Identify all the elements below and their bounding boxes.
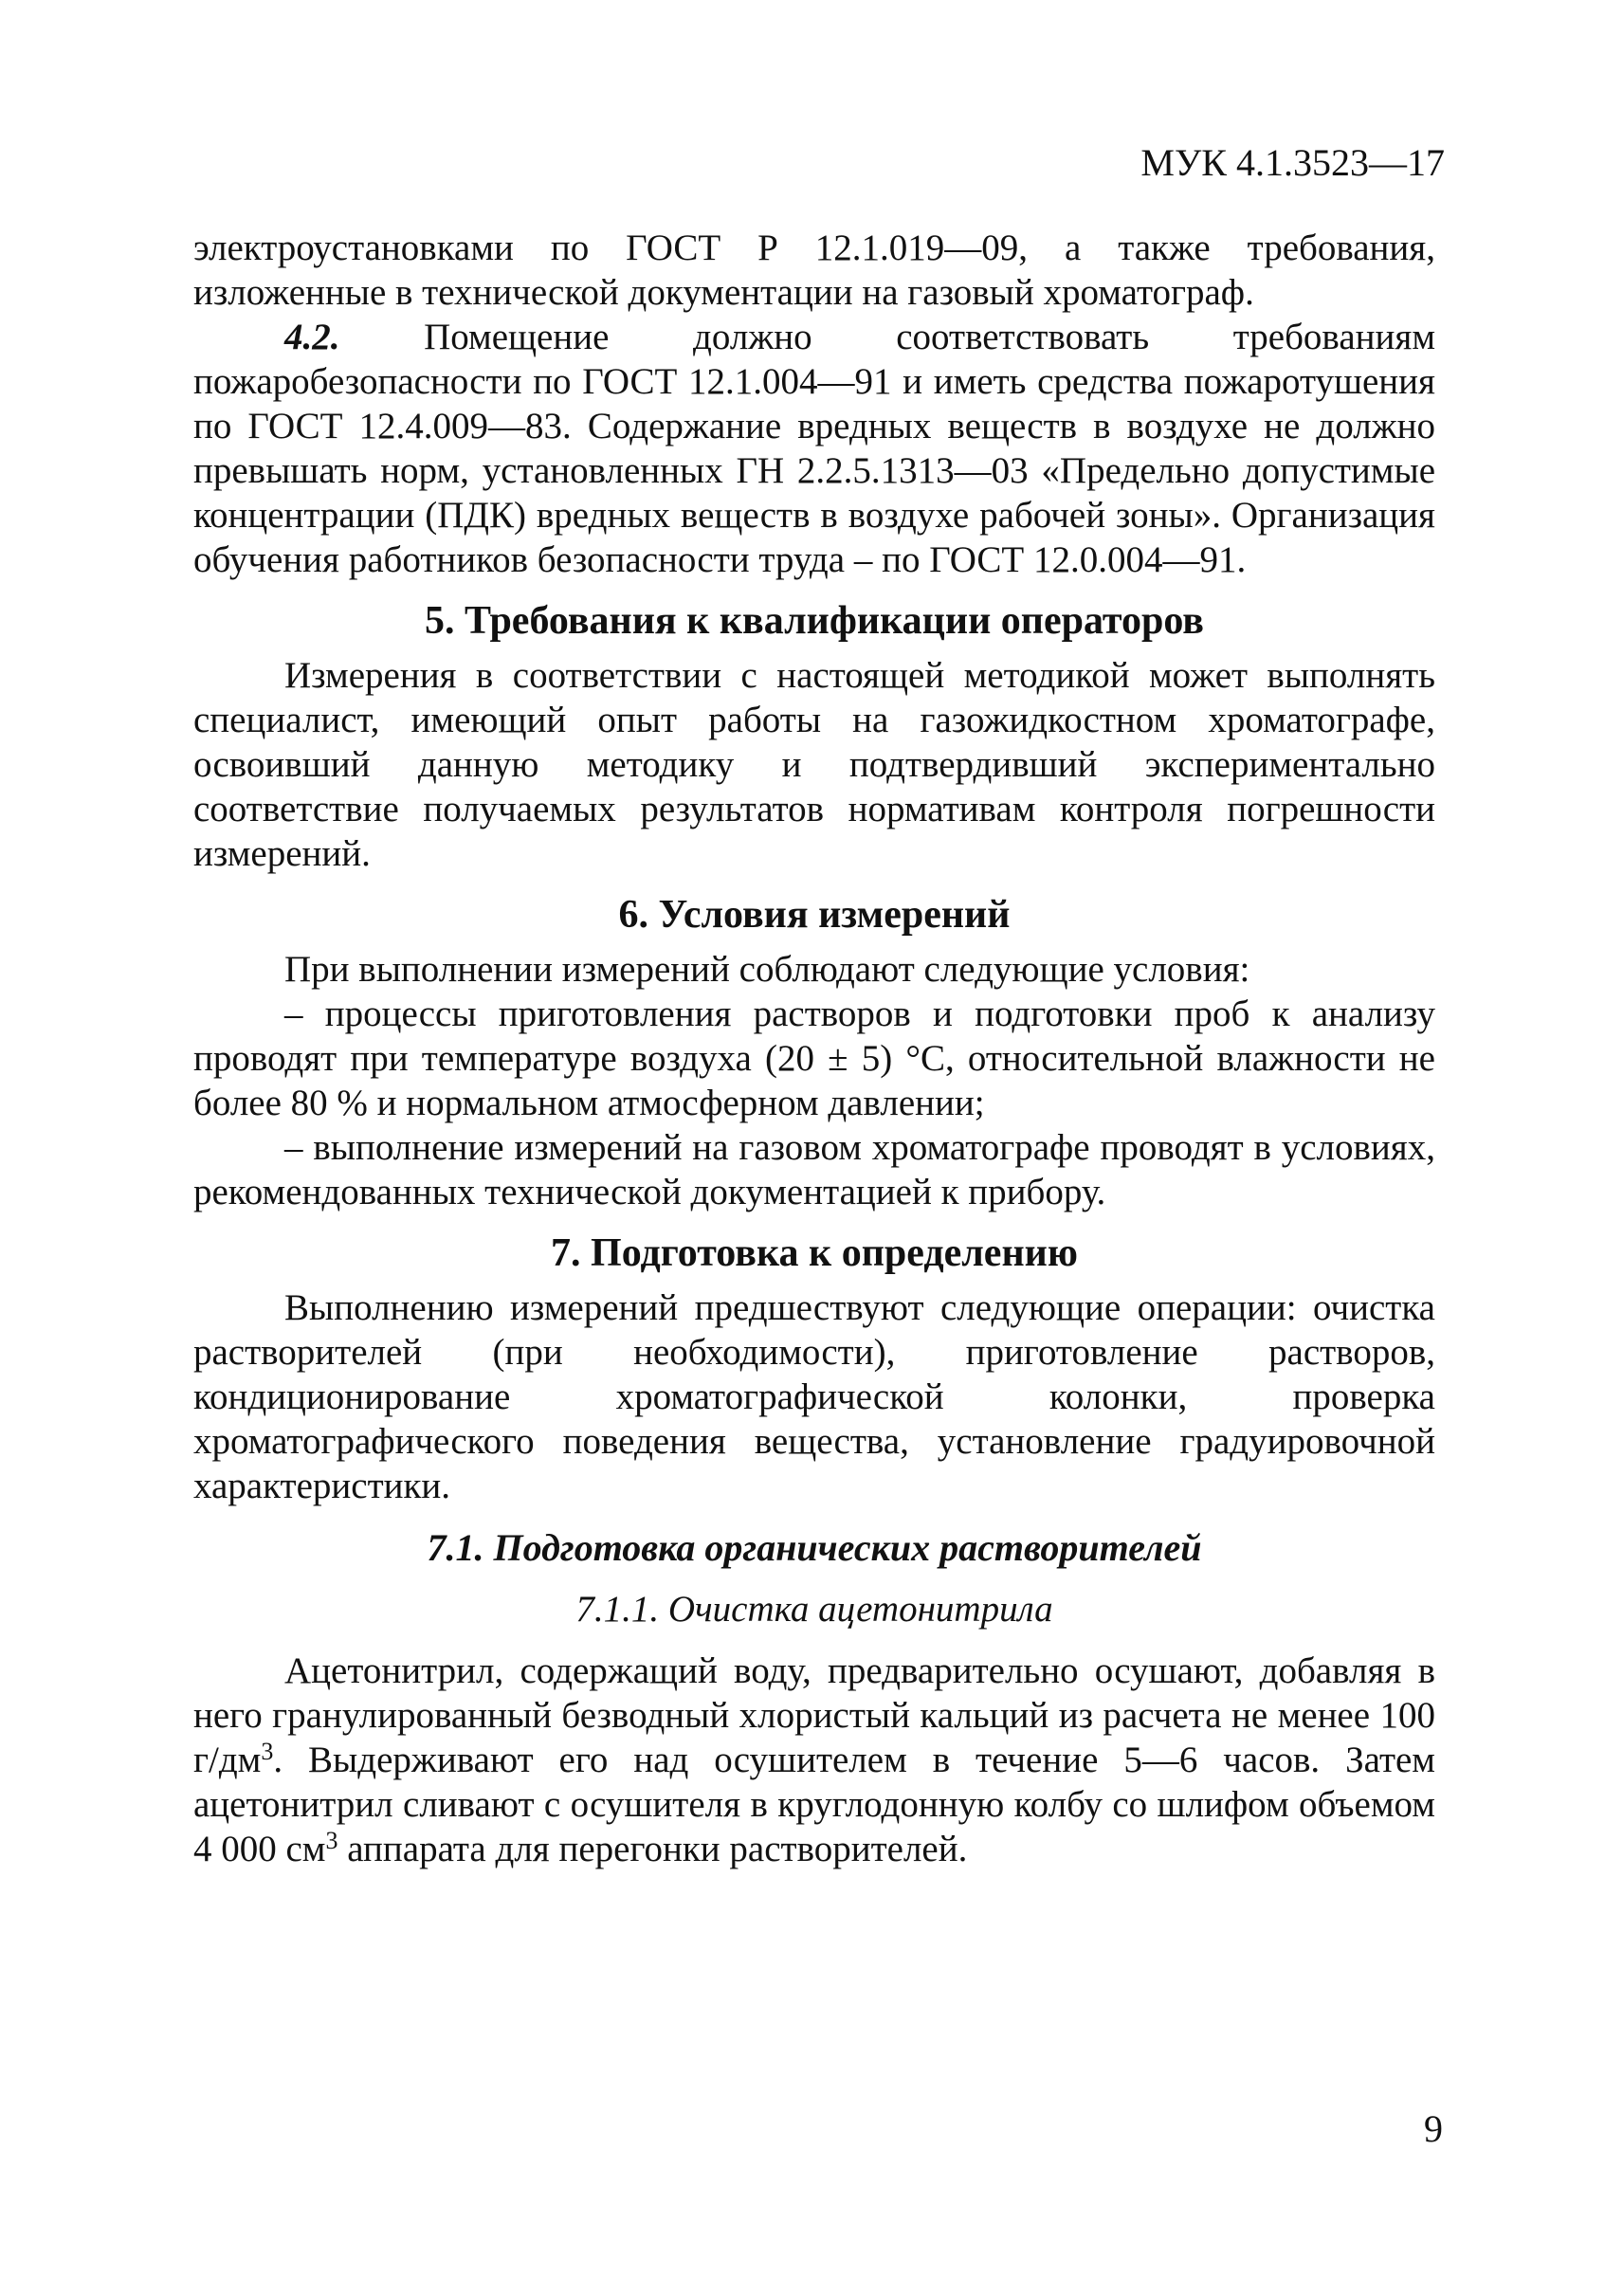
paragraph-text-part: Ацетонитрил, содержащий воду, предварительно осушают, добавляя в него гранулированный безводный хлористый кальций из расчета не менее 100 г/дм bbox=[193, 1650, 1435, 1780]
item-number-4-2: 4.2. bbox=[284, 317, 340, 357]
superscript: 3 bbox=[261, 1738, 274, 1765]
section-7-paragraph: Выполнению измерений предшествуют следующие операции: очистка растворителей (при необходимости), приготовление растворов, кондиционирование хроматографической колонки, проверка хроматографического поведения вещества, установление градуировочной характеристики. bbox=[193, 1287, 1435, 1506]
section-6-list-item: – процессы приготовления растворов и подготовки проб к анализу проводят при температуре воздуха (20 ± 5) °С, относительной влажности не более 80 % и нормальном атмосферном давлении; bbox=[193, 993, 1435, 1123]
section-5-heading: 5. Требования к квалификации операторов bbox=[425, 599, 1204, 643]
page-number: 9 bbox=[1424, 2107, 1443, 2150]
item-4-2-text: Помещение должно соответствовать требованиям пожаробезопасности по ГОСТ 12.1.004—91 и иметь средства пожаротушения по ГОСТ 12.4.009—83. Содержание вредных веществ в воздухе не должно превышать норм, установленных ГН 2.2.5.1313—03 «Предельно допустимые концентрации (ПДК) вредных веществ в воздухе рабочей зоны». Организация обучения работников безопасности труда – по ГОСТ 12.0.004—91. bbox=[193, 317, 1435, 580]
superscript: 3 bbox=[325, 1827, 338, 1854]
paragraph-text-part: аппарата для перегонки растворителей. bbox=[337, 1829, 968, 1869]
paragraph-4-2 bbox=[193, 315, 1435, 582]
subsection-7-1-1-heading: 7.1.1. Очистка ацетонитрила bbox=[575, 1589, 1053, 1630]
paragraph-text-part: . Выдерживают его над осушителем в течение 5—6 часов. Затем ацетонитрил сливают с осушителя в круглодонную колбу со шлифом объемом 4 000 см bbox=[193, 1740, 1435, 1869]
section-6-heading: 6. Условия измерений bbox=[618, 893, 1011, 937]
section-5-paragraph: Измерения в соответствии с настоящей методикой может выполнять специалист, имеющий опыт работы на газожидкостном хроматографе, освоивший данную методику и подтвердивший экспериментально соответствие получаемых результатов нормативам контроля погрешности измерений. bbox=[193, 655, 1435, 874]
document-code-header: МУК 4.1.3523—17 bbox=[1140, 141, 1445, 184]
subsection-7-1-heading: 7.1. Подготовка органических растворителей bbox=[427, 1526, 1202, 1569]
section-6-list-item: – выполнение измерений на газовом хроматографе проводят в условиях, рекомендованных технической документацией к прибору. bbox=[193, 1127, 1435, 1212]
section-6-intro: При выполнении измерений соблюдают следующие условия: bbox=[284, 949, 1250, 990]
section-7-heading: 7. Подготовка к определению bbox=[551, 1231, 1078, 1275]
subsection-7-1-1-paragraph bbox=[193, 1649, 1435, 1871]
paragraph-4-1-continuation: электроустановками по ГОСТ Р 12.1.019—09, а также требования, изложенные в технической документации на газовый хроматограф. bbox=[193, 228, 1435, 313]
document-body bbox=[193, 226, 1435, 1871]
